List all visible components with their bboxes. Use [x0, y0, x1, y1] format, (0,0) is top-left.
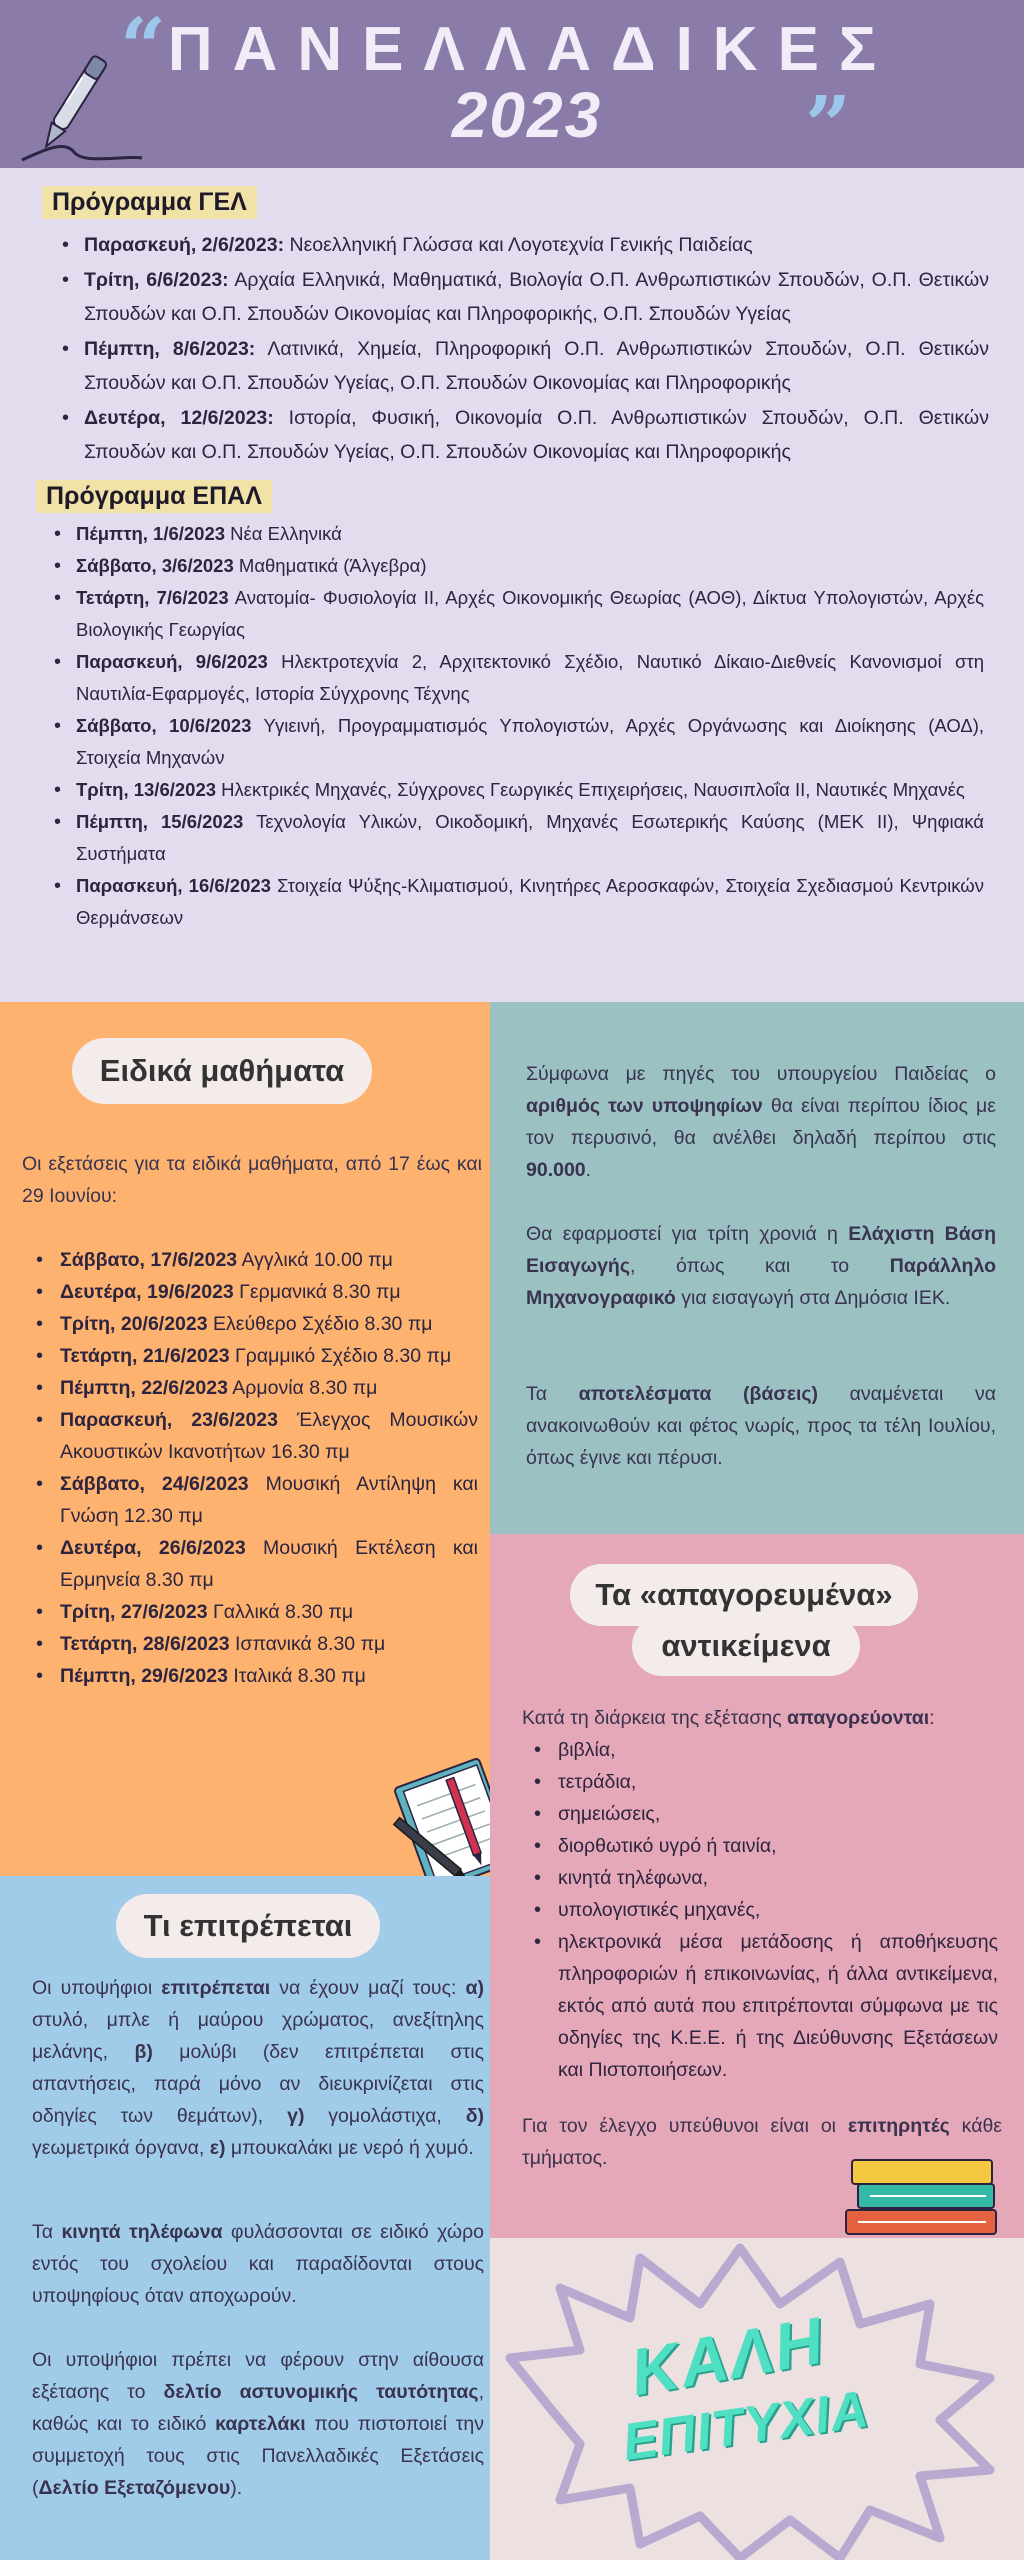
- list-item: • Πέμπτη, 22/6/2023 Αρμονία 8.30 πμ: [60, 1372, 478, 1404]
- forbidden-outro: Για τον έλεγχο υπεύθυνοι είναι οι επιτηρητές κάθε τμήματος.: [522, 2115, 1003, 2169]
- list-item: • Σάββατο, 10/6/2023 Υγιεινή, Προγραμματισμός Υπολογιστών, Αρχές Οργάνωσης και Διοίκησης (ΑΟΔ), Στοιχεία Μηχανών: [76, 710, 984, 774]
- list-item: • Σάββατο, 24/6/2023 Μουσική Αντίληψη και Γνώση 12.30 πμ: [60, 1468, 478, 1532]
- page-title: ΠΑΝΕΛΛΑΔΙΚΕΣ: [167, 15, 897, 84]
- special-subjects-panel: [0, 1002, 490, 1876]
- forbidden-list: [558, 1734, 998, 2086]
- special-intro: Οι εξετάσεις για τα ειδικά μαθήματα, από 17 έως και 29 Ιουνίου:: [22, 1153, 482, 1207]
- gel-heading: Πρόγραμμα ΓΕΛ: [42, 186, 257, 219]
- list-item: • Πέμπτη, 1/6/2023 Νέα Ελληνικά: [76, 518, 984, 550]
- list-item: • Σάββατο, 17/6/2023 Αγγλικά 10.00 πμ: [60, 1244, 478, 1276]
- list-item: • Τετάρτη, 21/6/2023 Γραμμικό Σχέδιο 8.30 πμ: [60, 1340, 478, 1372]
- good-luck-panel: [490, 2238, 1024, 2560]
- book-stack-icon: [836, 2154, 1006, 2238]
- list-item: • ηλεκτρονικά μέσα μετάδοσης ή αποθήκευσης πληροφοριών ή επικοινωνίας, ή άλλα αντικείμενα, εκτός από αυτά που επιτρέπονται σύμφωνα με τις οδηγίες της Κ.Ε.Ε. ή της Διεύθυνσης Εξετάσεων και Πιστοποιήσεων.: [558, 1926, 998, 2086]
- list-item: • Παρασκευή, 9/6/2023 Ηλεκτροτεχνία 2, Αρχιτεκτονικό Σχέδιο, Ναυτικό Δίκαιο-Διεθνείς Κανονισμοί στη Ναυτιλία-Εφαρμογές, Ιστορία Σύγχρονης Τέχνης: [76, 646, 984, 710]
- list-item: • σημειώσεις,: [558, 1798, 998, 1830]
- list-item: • Τρίτη, 6/6/2023: Αρχαία Ελληνικά, Μαθηματικά, Βιολογία Ο.Π. Ανθρωπιστικών Σπουδών, Ο.Π. Θετικών Σπουδών και Ο.Π. Σπουδών Οικονομίας και Πληροφορικής, Ο.Π. Σπουδών Υγείας: [84, 263, 989, 332]
- gel-schedule-list: [84, 228, 989, 470]
- list-item: • Παρασκευή, 2/6/2023: Νεοελληνική Γλώσσα και Λογοτεχνία Γενικής Παιδείας: [84, 228, 989, 263]
- close-quote-icon: ”: [805, 78, 852, 168]
- list-item: • βιβλία,: [558, 1734, 998, 1766]
- ministry-info-panel: [490, 1002, 1024, 1534]
- allowed-items-panel: [0, 1876, 490, 2560]
- list-item: • τετράδια,: [558, 1766, 998, 1798]
- phones-paragraph: Τα κινητά τηλέφωνα φυλάσσονται σε ειδικό χώρο εντός του σχολείου και παραδίδονται στους υποψηφίους όταν αποχωρούν.: [32, 2221, 485, 2307]
- open-quote-icon: “: [120, 0, 167, 94]
- epal-schedule-list: [76, 518, 984, 934]
- list-item: • Τρίτη, 27/6/2023 Γαλλικά 8.30 πμ: [60, 1596, 478, 1628]
- list-item: • Πέμπτη, 29/6/2023 Ιταλικά 8.30 πμ: [60, 1660, 478, 1692]
- list-item: • Παρασκευή, 23/6/2023 Έλεγχος Μουσικών Ακουστικών Ικανοτήτων 16.30 πμ: [60, 1404, 478, 1468]
- special-schedule-list: [60, 1244, 478, 1692]
- page-year: 2023: [451, 79, 603, 151]
- forbidden-heading-line2: αντικείμενα: [632, 1616, 860, 1676]
- candidates-paragraph: Σύμφωνα με πηγές του υπουργείου Παιδείας ο αριθμός των υποψηφίων θα είναι περίπου ίδιος με τον περυσινό, θα ανέλθει δηλαδή περίπου στις 90.000.: [526, 1063, 996, 1181]
- allowed-paragraph: Οι υποψήφιοι επιτρέπεται να έχουν μαζί τους: α) στυλό, μπλε ή μαύρου χρώματος, ανεξίτηλης μελάνης, β) μολύβι (δεν επιτρέπεται στις απαντήσεις, παρά μόνο αν διευκρινίζεται στις οδηγίες των θεμάτων), γ) γομολάστιχα, δ) γεωμετρικά όργανα, ε) μπουκαλάκι με νερό ή χυμό.: [32, 1977, 485, 2159]
- list-item: • Τετάρτη, 7/6/2023 Ανατομία- Φυσιολογία ΙΙ, Αρχές Οικονομικής Θεωρίας (ΑΟΘ), Δίκτυα Υπολογιστών, Αρχές Βιολογικής Γεωργίας: [76, 582, 984, 646]
- good-luck-line1: ΚΑΛΗ: [625, 2302, 830, 2410]
- header-banner: [0, 0, 1024, 168]
- good-luck-line2: ΕΠΙΤΥΧΙΑ: [619, 2380, 873, 2472]
- list-item: • Τρίτη, 20/6/2023 Ελεύθερο Σχέδιο 8.30 πμ: [60, 1308, 478, 1340]
- list-item: • Δευτέρα, 19/6/2023 Γερμανικά 8.30 πμ: [60, 1276, 478, 1308]
- list-item: • διορθωτικό υγρό ή ταινία,: [558, 1830, 998, 1862]
- list-item: • Παρασκευή, 16/6/2023 Στοιχεία Ψύξης-Κλιματισμού, Κινητήρες Αεροσκαφών, Στοιχεία Σχεδιασμού Κεντρικών Θερμάνσεων: [76, 870, 984, 934]
- id-paragraph: Οι υποψήφιοι πρέπει να φέρουν στην αίθουσα εξέτασης το δελτίο αστυνομικής ταυτότητας, καθώς και το ειδικό καρτελάκι που πιστοποιεί την συμμετοχή τους στις Πανελλαδικές Εξετάσεις (Δελτίο Εξεταζόμενου).: [32, 2349, 485, 2499]
- special-heading: Ειδικά μαθήματα: [72, 1038, 372, 1104]
- list-item: • κινητά τηλέφωνα,: [558, 1862, 998, 1894]
- list-item: • Δευτέρα, 26/6/2023 Μουσική Εκτέλεση και Ερμηνεία 8.30 πμ: [60, 1532, 478, 1596]
- list-item: • Σάββατο, 3/6/2023 Μαθηματικά (Άλγεβρα): [76, 550, 984, 582]
- list-item: • Πέμπτη, 8/6/2023: Λατινικά, Χημεία, Πληροφορική Ο.Π. Ανθρωπιστικών Σπουδών, Ο.Π. Θετικών Σπουδών και Ο.Π. Σπουδών Υγείας, Ο.Π. Σπουδών Οικονομίας και Πληροφορικής: [84, 332, 989, 401]
- epal-heading: Πρόγραμμα ΕΠΑΛ: [36, 480, 272, 513]
- forbidden-items-panel: [490, 1534, 1024, 2238]
- results-paragraph: Τα αποτελέσματα (βάσεις) αναμένεται να ανακοινωθούν και φέτος νωρίς, προς τα τέλη Ιουλίου, όπως έγινε και πέρυσι.: [526, 1383, 996, 1469]
- list-item: • Τρίτη, 13/6/2023 Ηλεκτρικές Μηχανές, Σύγχρονες Γεωργικές Επιχειρήσεις, Ναυσιπλοΐα ΙΙ, Ναυτικές Μηχανές: [76, 774, 984, 806]
- schedule-section: [0, 168, 1024, 1002]
- list-item: • Τετάρτη, 28/6/2023 Ισπανικά 8.30 πμ: [60, 1628, 478, 1660]
- list-item: • Πέμπτη, 15/6/2023 Τεχνολογία Υλικών, Οικοδομική, Μηχανές Εσωτερικής Καύσης (ΜΕΚ ΙΙ), Ψηφιακά Συστήματα: [76, 806, 984, 870]
- list-item: • υπολογιστικές μηχανές,: [558, 1894, 998, 1926]
- forbidden-heading: Τα «απαγορευμένα»: [570, 1564, 918, 1626]
- allowed-heading: Τι επιτρέπεται: [116, 1894, 380, 1958]
- forbidden-intro: Κατά τη διάρκεια της εξέτασης απαγορεύονται:: [522, 1707, 935, 1729]
- list-item: • Δευτέρα, 12/6/2023: Ιστορία, Φυσική, Οικονομία Ο.Π. Ανθρωπιστικών Σπουδών, Ο.Π. Θετικών Σπουδών και Ο.Π. Σπουδών Υγείας, Ο.Π. Σπουδών Οικονομίας και Πληροφορικής: [84, 401, 989, 470]
- min-base-paragraph: Θα εφαρμοστεί για τρίτη χρονιά η Ελάχιστη Βάση Εισαγωγής, όπως και το Παράλληλο Μηχανογραφικό για εισαγωγή στα Δημόσια ΙΕΚ.: [526, 1223, 997, 1309]
